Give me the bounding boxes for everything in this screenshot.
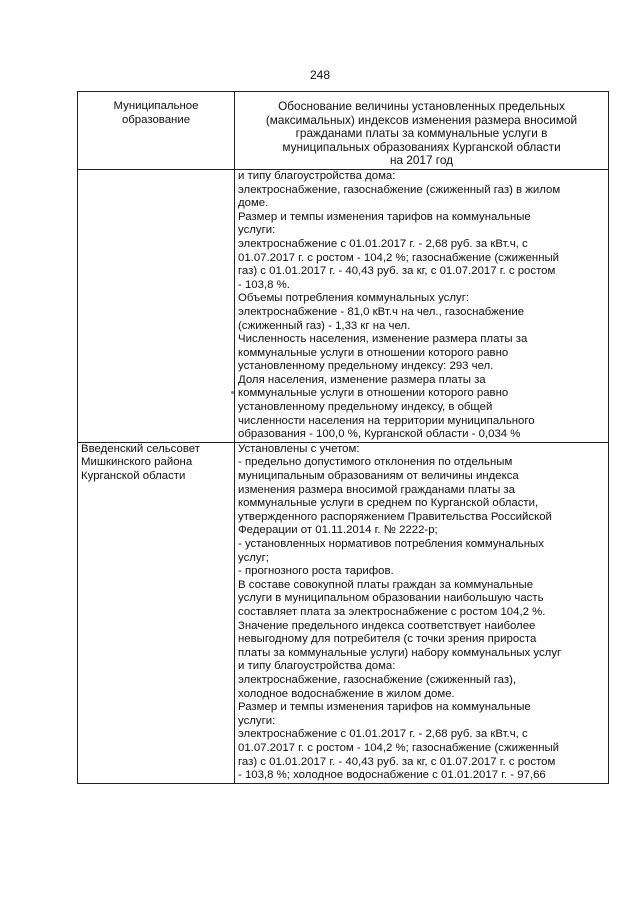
text-line: изменения размера вносимой гражданами платы за xyxy=(238,483,515,496)
table-row xyxy=(78,442,609,783)
page-number: 248 xyxy=(309,68,331,82)
text-line: коммунальные услуги в отношении которого равно xyxy=(238,387,509,400)
text-line: электроснабжение - 81,0 кВт.ч на чел., газоснабжение xyxy=(238,305,525,318)
text-line: образования - 100,0 %, Курганской области - 0,034 % xyxy=(238,428,521,441)
text-line: услуг; xyxy=(238,551,269,564)
text-line: 01.07.2017 г. с ростом - 104,2 %; газоснабжение (сжиженный xyxy=(238,741,560,754)
header-line: на 2017 год xyxy=(389,153,454,168)
municipality-cell xyxy=(78,442,235,783)
text-line: численности населения на территории муниципального xyxy=(238,414,535,427)
text-line: - прогнозного роста тарифов. xyxy=(238,565,394,578)
table-header-row xyxy=(78,92,609,170)
text-line: установленному предельному индексу, в общей xyxy=(238,401,493,414)
header-line: Обоснование величины установленных предельных xyxy=(278,99,565,113)
text-line: В составе совокупной платы граждан за коммунальные xyxy=(238,578,534,591)
text-line: услуги: xyxy=(238,714,276,727)
text-line: электроснабжение с 01.01.2017 г. - 2,68 руб. за кВт.ч, с xyxy=(238,237,528,250)
text-line: невыгодному для потребителя (с точки зрения прироста xyxy=(238,633,537,646)
text-line: - 103,8 %. xyxy=(238,278,290,291)
header-line: Муниципальное xyxy=(113,100,199,112)
text-line: - установленных нормативов потребления коммунальных xyxy=(238,538,544,550)
header-line: гражданами платы за коммунальные услуги в xyxy=(295,126,548,141)
header-line: муниципальных образованиях Курганской области xyxy=(282,139,561,154)
text-line: и типу благоустройства дома: xyxy=(238,660,396,673)
justification-table xyxy=(77,91,609,784)
justification-cell xyxy=(235,442,609,783)
text-line: Федерации от 01.11.2014 г. № 2222-р; xyxy=(238,524,438,537)
text-line: Установлены с учетом: xyxy=(238,442,360,455)
header-justification xyxy=(235,92,609,170)
text-line: Объемы потребления коммунальных услуг: xyxy=(238,292,470,305)
scan-speck xyxy=(231,391,234,394)
text-line: газ) с 01.01.2017 г. - 40,43 руб. за кг, с 01.07.2017 г. с ростом xyxy=(238,755,556,768)
text-line: 01.07.2017 г. с ростом - 104,2 %; газоснабжение (сжиженный xyxy=(238,251,560,264)
header-line: (максимальных) индексов изменения размера вносимой xyxy=(265,112,578,127)
header-municipality xyxy=(78,92,235,170)
text-line: - предельно допустимого отклонения по отдельным xyxy=(238,456,513,469)
header-line: образование xyxy=(121,113,191,126)
text-line: доме. xyxy=(238,197,269,210)
text-line: Значение предельного индекса соответствует наиболее xyxy=(238,619,536,632)
text-line: коммунальные услуги в отношении которого равно xyxy=(238,346,509,359)
text-line: платы за коммунальные услуги) набору коммунальных услуг xyxy=(238,646,562,659)
justification-cell xyxy=(235,169,609,442)
text-line: Численность населения, изменение размера платы за xyxy=(238,333,528,346)
text-line: газ) с 01.01.2017 г. - 40,43 руб. за кг, с 01.07.2017 г. с ростом xyxy=(238,265,556,278)
municipality-line: Курганской области xyxy=(81,470,186,483)
municipality-line: Введенский сельсовет xyxy=(81,442,200,455)
text-line: электроснабжение, газоснабжение (сжиженный газ), xyxy=(238,673,517,686)
text-line: услуги: xyxy=(238,224,276,237)
text-line: Доля населения, изменение размера платы за xyxy=(238,373,486,386)
municipality-cell-empty xyxy=(78,169,235,442)
text-line: установленному предельному индексу: 293 чел. xyxy=(238,360,494,373)
text-line: и типу благоустройства дома: xyxy=(238,169,396,182)
text-line: Размер и темпы изменения тарифов на коммунальные xyxy=(238,701,531,714)
text-line: электроснабжение с 01.01.2017 г. - 2,68 руб. за кВт.ч, с xyxy=(238,728,528,741)
text-line: муниципальным образованиям от величины индекса xyxy=(238,470,519,483)
text-line: составляет плата за электроснабжение с ростом 104,2 %. xyxy=(238,605,546,618)
text-line: услуги в муниципальном образовании наибольшую часть xyxy=(238,592,544,605)
text-line: электроснабжение, газоснабжение (сжиженный газ) в жилом xyxy=(238,183,561,196)
table-row xyxy=(78,169,609,442)
text-line: коммунальные услуги в среднем по Курганской области, xyxy=(238,497,539,510)
text-line: холодное водоснабжение в жилом доме. xyxy=(238,687,455,700)
text-line: - 103,8 %; холодное водоснабжение с 01.01.2017 г. - 97,66 xyxy=(238,769,546,782)
text-line: Размер и темпы изменения тарифов на коммунальные xyxy=(238,210,531,223)
text-line: (сжиженный газ) - 1,33 кг на чел. xyxy=(238,319,411,332)
municipality-line: Мишкинского района xyxy=(81,456,193,469)
text-line: утвержденного распоряжением Правительства Российской xyxy=(238,510,552,523)
